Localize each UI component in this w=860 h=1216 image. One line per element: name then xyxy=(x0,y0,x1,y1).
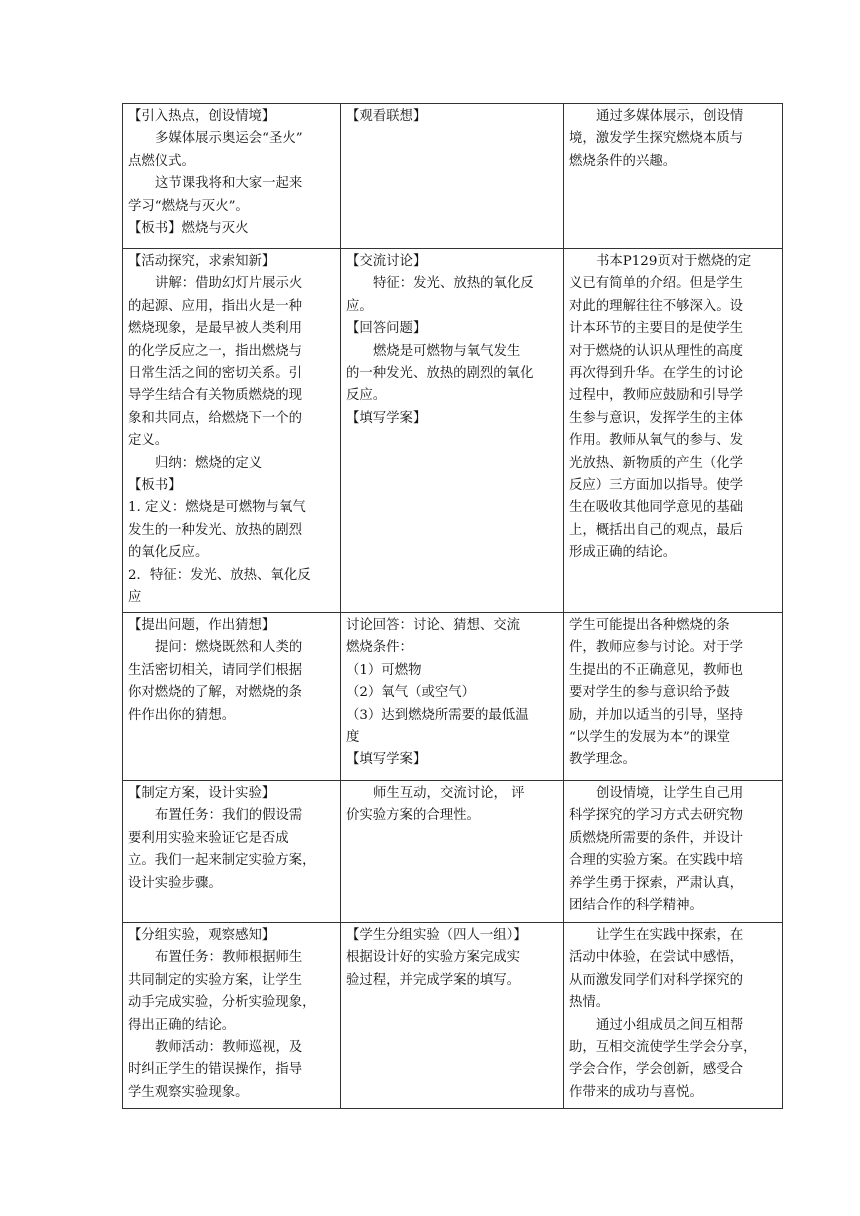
text-line: 过程中，教师应鼓励和引导学 xyxy=(569,388,744,404)
text-line: 的起源、应用，指出火是一种 xyxy=(128,298,303,314)
text-line: 作用。教师从氧气的参与、发 xyxy=(569,433,744,449)
text-line: 要利用实验来验证它是否成 xyxy=(128,830,289,846)
student-activity-cell xyxy=(341,923,564,1109)
text-line: 应。 xyxy=(346,298,373,314)
text-line: “以学生的发展为本”的课堂 xyxy=(569,730,730,746)
text-line: 【板书】 xyxy=(128,478,182,494)
text-line: 燃烧条件： xyxy=(346,640,413,656)
text-line: 学生可能提出各种燃烧的条 xyxy=(569,618,730,633)
text-line: 度 xyxy=(346,730,360,746)
text-line: 对此的理解往往不够深入。设 xyxy=(569,298,744,314)
design-intent-cell xyxy=(564,613,783,781)
text-line: 燃烧现象，是最早被人类利用 xyxy=(128,321,303,337)
text-line: 形成正确的结论。 xyxy=(569,545,677,561)
text-line: （2）氧气（或空气） xyxy=(346,685,476,701)
text-line: 立。我们一起来制定实验方案， xyxy=(128,853,316,869)
text-line: （1）可燃物 xyxy=(346,662,422,678)
text-line: 根据设计好的实验方案完成实 xyxy=(346,950,521,966)
text-line: 从而激发同学们对科学探究的 xyxy=(569,972,744,988)
teacher-activity-cell xyxy=(123,104,341,249)
text-line: 【填写学案】 xyxy=(346,752,427,768)
text-line: 生参与意识，发挥学生的主体 xyxy=(569,410,744,426)
text-line: 应 xyxy=(128,590,142,606)
teacher-activity-cell xyxy=(123,249,341,613)
text-line: 得出正确的结论。 xyxy=(128,1017,236,1033)
text-line: 生活密切相关，请同学们根据 xyxy=(128,662,303,678)
text-line: 【交流讨论】 xyxy=(346,254,427,269)
teacher-activity-cell xyxy=(123,613,341,781)
text-line: 反应）三方面加以指导。使学 xyxy=(569,478,744,494)
teacher-activity-cell xyxy=(123,923,341,1109)
text-line: 生在吸收其他同学意见的基础 xyxy=(569,500,744,516)
text-line: 师生互动，交流讨论， 评 xyxy=(373,786,525,801)
lesson-plan-table xyxy=(122,103,783,1109)
text-line: 特征：发光、放热的氧化反 xyxy=(373,276,534,292)
text-line: （3）达到燃烧所需要的最低温 xyxy=(346,707,529,723)
text-line: 养学生勇于探索，严肃认真， xyxy=(569,875,744,891)
text-line: 1. 定义：燃烧是可燃物与氧气 xyxy=(128,500,306,516)
text-line: 燃烧是可燃物与氧气发生 xyxy=(373,343,521,359)
text-line: 【回答问题】 xyxy=(346,321,427,337)
student-activity-cell xyxy=(341,781,564,923)
text-line: 义已有简单的介绍。但是学生 xyxy=(569,276,744,292)
text-line: 再次得到升华。在学生的讨论 xyxy=(569,366,744,382)
text-line: 【填写学案】 xyxy=(346,410,427,426)
text-line: 件，教师应参与讨论。对于学 xyxy=(569,640,744,656)
text-line: 书本P129页对于燃烧的定 xyxy=(596,254,752,269)
text-line: 教师活动：教师巡视，及 xyxy=(155,1040,303,1056)
text-line: 【学生分组实验（四人一组）】 xyxy=(346,928,527,943)
text-line: 作带来的成功与喜悦。 xyxy=(569,1084,703,1100)
text-line: 点燃仪式。 xyxy=(128,153,195,169)
text-line: 教学理念。 xyxy=(569,752,636,768)
table-row xyxy=(123,781,783,923)
text-line: 境，激发学生探究燃烧本质与 xyxy=(569,131,744,147)
text-line: 创设情境，让学生自己用 xyxy=(596,786,744,801)
text-line: 让学生在实践中探索，在 xyxy=(596,928,744,943)
text-line: 这节课我将和大家一起来 xyxy=(155,176,303,192)
text-line: 活动中体验，在尝试中感悟， xyxy=(569,950,744,966)
text-line: 的一种发光、放热的剧烈的氧化 xyxy=(346,366,534,382)
design-intent-cell xyxy=(564,104,783,249)
text-line: 日常生活之间的密切关系。引 xyxy=(128,366,303,382)
text-line: 价实验方案的合理性。 xyxy=(346,808,480,824)
text-line: 共同制定的实验方案，让学生 xyxy=(128,972,303,988)
text-line: 【引入热点，创设情境】 xyxy=(128,109,276,124)
text-line: 对于燃烧的认识从理性的高度 xyxy=(569,343,744,359)
design-intent-cell xyxy=(564,923,783,1109)
text-line: 讨论回答：讨论、猜想、交流 xyxy=(346,618,521,633)
text-line: 定义。 xyxy=(128,433,169,449)
text-line: 验过程，并完成学案的填写。 xyxy=(346,972,521,988)
text-line: 励，并加以适当的引导，坚持 xyxy=(569,707,744,723)
text-line: 燃烧条件的兴趣。 xyxy=(569,153,677,169)
text-line: 质燃烧所需要的条件，并设计 xyxy=(569,830,744,846)
text-line: 反应。 xyxy=(346,388,387,404)
text-line: 【提出问题，作出猜想】 xyxy=(128,618,276,633)
text-line: 动手完成实验，分析实验现象， xyxy=(128,995,316,1011)
text-line: 你对燃烧的了解，对燃烧的条 xyxy=(128,685,303,701)
text-line: 光放热、新物质的产生（化学 xyxy=(569,455,744,471)
text-line: 合理的实验方案。在实践中培 xyxy=(569,853,744,869)
text-line: 通过多媒体展示，创设情 xyxy=(596,109,744,124)
text-line: 学会合作，学会创新，感受合 xyxy=(569,1062,744,1078)
text-line: 讲解：借助幻灯片展示火 xyxy=(155,276,303,292)
text-line: 【分组实验，观察感知】 xyxy=(128,928,276,943)
text-line: 上，概括出自己的观点，最后 xyxy=(569,522,744,538)
student-activity-cell xyxy=(341,104,564,249)
text-line: 象和共同点，给燃烧下一个的 xyxy=(128,410,303,426)
text-line: 发生的一种发光、放热的剧烈 xyxy=(128,522,303,538)
text-line: 多媒体展示奥运会“圣火” xyxy=(155,131,303,147)
text-line: 设计实验步骤。 xyxy=(128,875,222,891)
text-line: 学生观察实验现象。 xyxy=(128,1084,249,1100)
text-line: 学习“燃烧与灭火”。 xyxy=(128,198,249,214)
text-line: 助，互相交流使学生学会分享， xyxy=(569,1040,757,1056)
text-line: 热情。 xyxy=(569,995,610,1011)
table-row xyxy=(123,249,783,613)
text-line: 【观看联想】 xyxy=(346,109,427,124)
table-row xyxy=(123,923,783,1109)
text-line: 【制定方案，设计实验】 xyxy=(128,786,276,801)
teacher-activity-cell xyxy=(123,781,341,923)
text-line: 团结合作的科学精神。 xyxy=(569,898,703,914)
text-line: 生提出的不正确意见，教师也 xyxy=(569,662,744,678)
text-line: 导学生结合有关物质燃烧的现 xyxy=(128,388,303,404)
text-line: 要对学生的参与意识给予鼓 xyxy=(569,685,730,701)
design-intent-cell xyxy=(564,249,783,613)
text-line: 归纳：燃烧的定义 xyxy=(155,455,263,471)
text-line: 件作出你的猜想。 xyxy=(128,707,236,723)
text-line: 提问：燃烧既然和人类的 xyxy=(155,640,303,656)
text-line: 科学探究的学习方式去研究物 xyxy=(569,808,744,824)
design-intent-cell xyxy=(564,781,783,923)
text-line: 【活动探究，求索知新】 xyxy=(128,254,276,269)
text-line: 布置任务：教师根据师生 xyxy=(155,950,303,966)
text-line: 布置任务：我们的假设需 xyxy=(155,808,303,824)
student-activity-cell xyxy=(341,249,564,613)
text-line: 2．特征：发光、放热、氧化反 xyxy=(128,567,311,583)
text-line: 【板书】燃烧与灭火 xyxy=(128,221,249,237)
text-line: 的氧化反应。 xyxy=(128,545,209,561)
text-line: 时纠正学生的错误操作，指导 xyxy=(128,1062,303,1078)
student-activity-cell xyxy=(341,613,564,781)
text-line: 计本环节的主要目的是使学生 xyxy=(569,321,744,337)
text-line: 的化学反应之一，指出燃烧与 xyxy=(128,343,303,359)
text-line: 通过小组成员之间互相帮 xyxy=(596,1017,744,1033)
table-row xyxy=(123,613,783,781)
table-row xyxy=(123,104,783,249)
